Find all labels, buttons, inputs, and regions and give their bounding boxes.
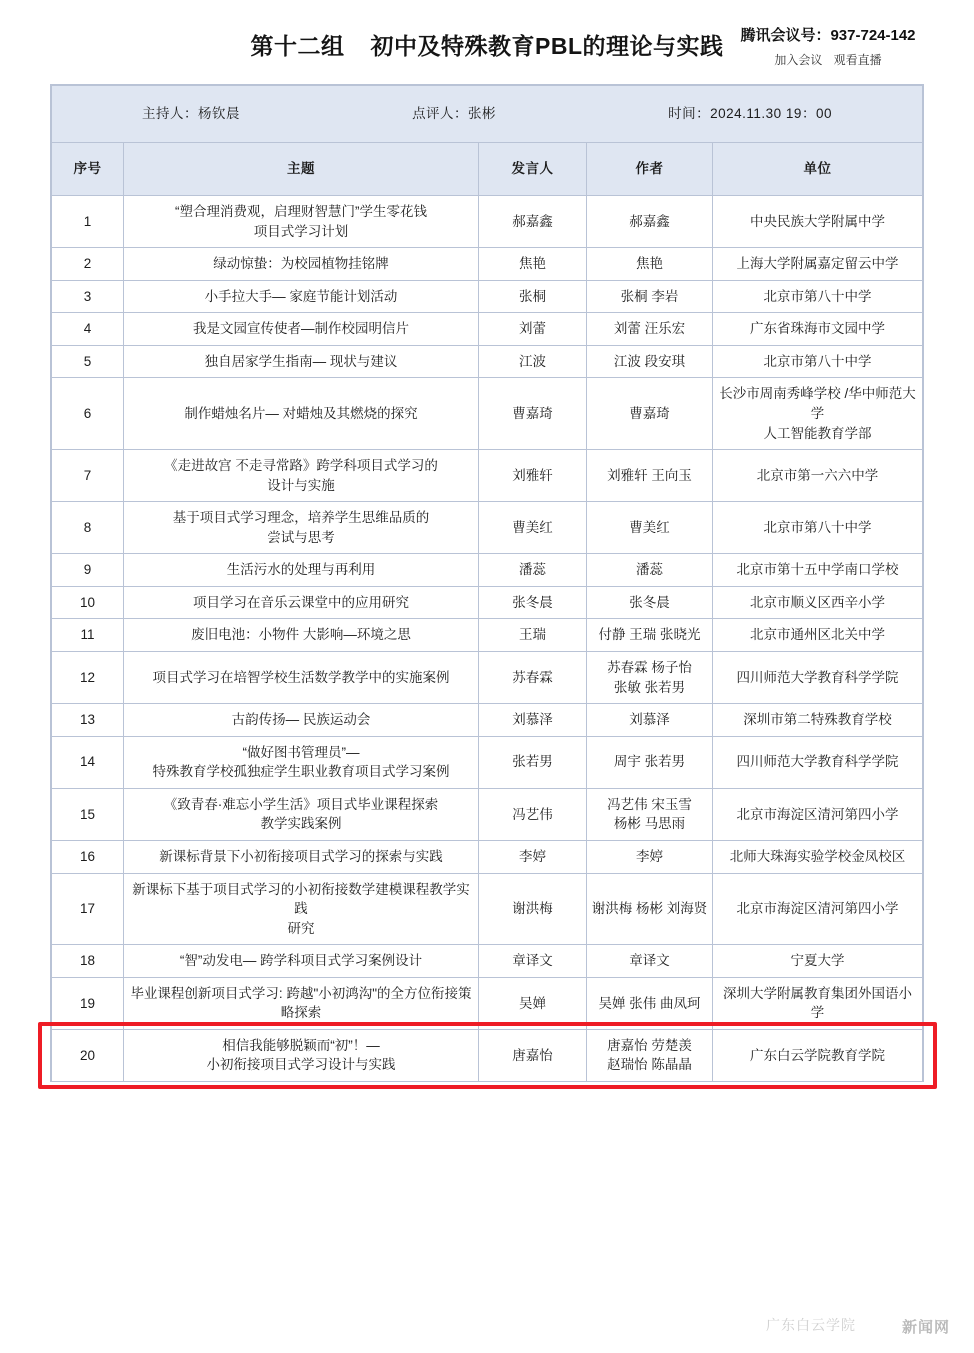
cell-author bbox=[586, 1029, 712, 1081]
cell-topic-line1: 项目学习在音乐云课堂中的应用研究 bbox=[192, 594, 409, 610]
table-row bbox=[52, 873, 923, 945]
session-info-cell bbox=[52, 86, 923, 143]
cell-topic bbox=[124, 945, 479, 978]
column-header-topic: 主题 bbox=[124, 143, 479, 196]
cell-topic-line1: 废旧电池：小物件 大影响—环境之思 bbox=[191, 627, 411, 643]
cell-topic-line1: 基于项目式学习理念，培养学生思维品质的 bbox=[172, 510, 430, 526]
cell-org bbox=[712, 313, 922, 346]
column-header-no: 序号 bbox=[52, 143, 124, 196]
cell-speaker bbox=[478, 248, 586, 281]
cell-author bbox=[586, 945, 712, 978]
cell-author-line1: 谢洪梅 杨彬 刘海贤 bbox=[591, 901, 708, 917]
cell-speaker-line1: 李婷 bbox=[518, 848, 546, 864]
cell-speaker bbox=[478, 586, 586, 619]
cell-org-line1: 宁夏大学 bbox=[790, 953, 845, 969]
cell-speaker bbox=[478, 345, 586, 378]
column-header-speaker: 发言人 bbox=[478, 143, 586, 196]
cell-topic-line1: 制作蜡烛名片— 对蜡烛及其燃烧的探究 bbox=[184, 405, 418, 421]
cell-org bbox=[712, 652, 922, 704]
time-label: 时间：2024.11.30 19：00 bbox=[668, 106, 832, 122]
cell-author bbox=[586, 736, 712, 788]
cell-author-line1: 张冬晨 bbox=[629, 594, 670, 610]
cell-speaker-line1: 焦艳 bbox=[518, 256, 546, 272]
cell-org bbox=[712, 502, 922, 554]
cell-org-line1: 北京市第八十中学 bbox=[763, 353, 872, 369]
cell-no bbox=[52, 619, 124, 652]
cell-author-line1: 曹嘉琦 bbox=[629, 405, 670, 421]
cell-no bbox=[52, 652, 124, 704]
cell-no-line1: 16 bbox=[79, 848, 96, 864]
table-row bbox=[52, 280, 923, 313]
cell-speaker bbox=[478, 788, 586, 840]
cell-author-line1: 苏春霖 杨子怡 bbox=[607, 660, 692, 675]
cell-no bbox=[52, 248, 124, 281]
cell-org bbox=[712, 704, 922, 737]
meeting-info bbox=[718, 24, 938, 68]
cell-speaker bbox=[478, 378, 586, 450]
cell-org bbox=[712, 345, 922, 378]
cell-topic-line1: 《走进故宫 不走寻常路》跨学科项目式学习的 bbox=[164, 458, 438, 474]
cell-speaker-line1: 冯艺伟 bbox=[512, 806, 553, 822]
table-row bbox=[52, 378, 923, 450]
table-body bbox=[52, 196, 923, 1082]
cell-speaker-line1: 王瑞 bbox=[518, 627, 546, 643]
table-row bbox=[52, 586, 923, 619]
table-row bbox=[52, 450, 923, 502]
cell-no-line1: 18 bbox=[79, 953, 96, 969]
cell-topic bbox=[124, 788, 479, 840]
cell-author-line1: 刘慕泽 bbox=[629, 712, 670, 728]
cell-author bbox=[586, 248, 712, 281]
cell-topic bbox=[124, 280, 479, 313]
cell-topic-line2: 项目式学习计划 bbox=[253, 223, 349, 239]
cell-topic-line1: “塑合理消费观，启理财智慧门”学生零花钱 bbox=[174, 204, 427, 219]
column-header-author: 作者 bbox=[586, 143, 712, 196]
cell-speaker-line1: 章译文 bbox=[512, 953, 553, 969]
cell-no-line1: 14 bbox=[79, 754, 96, 770]
cell-author bbox=[586, 280, 712, 313]
cell-author bbox=[586, 873, 712, 945]
cell-author-line1: 张桐 李岩 bbox=[620, 288, 679, 304]
cell-topic bbox=[124, 378, 479, 450]
cell-author-line1: 付静 王瑞 张晓光 bbox=[598, 627, 701, 643]
watermark-right: 新闻网 bbox=[901, 1319, 950, 1336]
cell-no bbox=[52, 945, 124, 978]
cell-topic-line1: 古韵传扬— 民族运动会 bbox=[231, 712, 371, 728]
cell-speaker-line1: 张冬晨 bbox=[512, 594, 553, 610]
cell-org bbox=[712, 977, 922, 1029]
watermark-left: 广东白云学院 bbox=[766, 1317, 856, 1333]
cell-topic bbox=[124, 977, 479, 1029]
table-row bbox=[52, 619, 923, 652]
cell-author-line1: 江波 段安琪 bbox=[613, 353, 686, 369]
cell-org-line1: 北京市顺义区西辛小学 bbox=[749, 594, 885, 610]
cell-speaker bbox=[478, 873, 586, 945]
cell-topic-line1: “智”动发电— 跨学科项目式学习案例设计 bbox=[179, 953, 423, 969]
cell-org bbox=[712, 196, 922, 248]
cell-author-line2: 杨彬 马思雨 bbox=[613, 816, 686, 832]
cell-no-line1: 7 bbox=[83, 467, 92, 483]
cell-speaker-line1: 曹美红 bbox=[512, 519, 553, 535]
cell-topic-line2: 小初衔接项目式学习设计与实践 bbox=[206, 1057, 396, 1073]
join-meeting-link[interactable]: 加入会议 bbox=[774, 53, 823, 67]
cell-speaker bbox=[478, 554, 586, 587]
cell-speaker-line1: 谢洪梅 bbox=[512, 901, 553, 917]
cell-no-line1: 5 bbox=[83, 353, 92, 369]
table-row bbox=[52, 502, 923, 554]
cell-no-line1: 17 bbox=[79, 901, 96, 917]
cell-topic-line1: 我是文园宣传使者—制作校园明信片 bbox=[192, 321, 409, 337]
cell-org-line1: 北京市第一六六中学 bbox=[756, 467, 879, 483]
cell-topic-line1: 生活污水的处理与再利用 bbox=[226, 562, 376, 578]
cell-author-line2: 赵瑞怡 陈晶晶 bbox=[607, 1057, 692, 1073]
cell-org bbox=[712, 619, 922, 652]
table-row bbox=[52, 788, 923, 840]
cell-org-line1: 四川师范大学教育科学学院 bbox=[736, 669, 899, 685]
cell-org-line1: 北京市第八十中学 bbox=[763, 288, 872, 304]
column-header-org: 单位 bbox=[712, 143, 922, 196]
cell-topic bbox=[124, 248, 479, 281]
cell-topic bbox=[124, 450, 479, 502]
cell-author bbox=[586, 450, 712, 502]
cell-org-line1: 广东白云学院教育学院 bbox=[749, 1047, 885, 1063]
cell-speaker bbox=[478, 945, 586, 978]
cell-no bbox=[52, 502, 124, 554]
cell-no bbox=[52, 450, 124, 502]
document-header bbox=[0, 0, 974, 78]
cell-speaker bbox=[478, 196, 586, 248]
cell-speaker-line1: 唐嘉怡 bbox=[512, 1047, 553, 1063]
table-row bbox=[52, 652, 923, 704]
cell-author-line1: 周宇 张若男 bbox=[613, 754, 686, 770]
cell-speaker-line1: 江波 bbox=[518, 353, 546, 369]
table-header-row bbox=[52, 143, 923, 196]
cell-speaker-line1: 郝嘉鑫 bbox=[512, 213, 553, 229]
title-text: 初中及特殊教育PBL的理论与实践 bbox=[370, 33, 724, 59]
cell-no-line1: 4 bbox=[83, 321, 92, 337]
cell-author bbox=[586, 586, 712, 619]
cell-no-line1: 19 bbox=[79, 995, 96, 1011]
cell-speaker-line1: 曹嘉琦 bbox=[512, 405, 553, 421]
cell-no bbox=[52, 313, 124, 346]
cell-org bbox=[712, 1029, 922, 1081]
meeting-actions bbox=[718, 51, 938, 68]
cell-topic-line2: 特殊教育学校孤独症学生职业教育项目式学习案例 bbox=[152, 764, 450, 780]
cell-topic-line2: 教学实践案例 bbox=[260, 816, 342, 832]
cell-no bbox=[52, 704, 124, 737]
cell-no-line1: 12 bbox=[79, 669, 96, 685]
cell-no bbox=[52, 345, 124, 378]
cell-org-line1: 上海大学附属嘉定留云中学 bbox=[736, 256, 899, 272]
cell-speaker-line1: 张桐 bbox=[518, 288, 546, 304]
cell-no-line1: 1 bbox=[83, 213, 92, 229]
cell-speaker bbox=[478, 450, 586, 502]
cell-topic bbox=[124, 873, 479, 945]
cell-speaker-line1: 苏春霖 bbox=[512, 669, 553, 685]
cell-topic bbox=[124, 345, 479, 378]
cell-topic-line2: 研究 bbox=[287, 920, 315, 936]
cell-topic-line2: 设计与实施 bbox=[267, 477, 335, 493]
cell-topic-line1: 新课标背景下小初衔接项目式学习的探索与实践 bbox=[159, 848, 443, 864]
table-row bbox=[52, 554, 923, 587]
group-label: 第十二组 bbox=[250, 33, 345, 59]
cell-author bbox=[586, 977, 712, 1029]
cell-org bbox=[712, 840, 922, 873]
cell-speaker bbox=[478, 840, 586, 873]
cell-org-line1: 北京市通州区北关中学 bbox=[749, 627, 885, 643]
cell-author bbox=[586, 345, 712, 378]
cell-org bbox=[712, 248, 922, 281]
cell-speaker bbox=[478, 313, 586, 346]
cell-speaker bbox=[478, 704, 586, 737]
cell-topic bbox=[124, 586, 479, 619]
cell-no bbox=[52, 586, 124, 619]
cell-author bbox=[586, 619, 712, 652]
cell-topic-line1: 毕业课程创新项目式学习: 跨越"小初鸿沟"的全方位衔接策 bbox=[130, 985, 472, 1001]
cell-no-line1: 15 bbox=[79, 806, 96, 822]
cell-speaker-line1: 吴婵 bbox=[518, 995, 546, 1011]
session-info-row bbox=[52, 86, 923, 143]
cell-org-line1: 四川师范大学教育科学学院 bbox=[736, 754, 899, 770]
cell-no-line1: 13 bbox=[79, 712, 96, 728]
meeting-id: 腾讯会议号：937-724-142 bbox=[740, 27, 916, 44]
table-row bbox=[52, 248, 923, 281]
cell-speaker bbox=[478, 280, 586, 313]
cell-org-line1: 北师大珠海实验学校金凤校区 bbox=[729, 848, 906, 864]
cell-author-line1: 李婷 bbox=[635, 848, 663, 864]
cell-no-line1: 6 bbox=[83, 405, 92, 421]
cell-author-line2: 张敏 张若男 bbox=[613, 679, 686, 695]
cell-topic bbox=[124, 502, 479, 554]
cell-no-line1: 2 bbox=[83, 256, 92, 272]
cell-no-line1: 8 bbox=[83, 519, 92, 535]
table-row bbox=[52, 736, 923, 788]
cell-topic bbox=[124, 840, 479, 873]
commentator-label: 点评人：张彬 bbox=[412, 106, 497, 122]
cell-author bbox=[586, 554, 712, 587]
cell-speaker bbox=[478, 977, 586, 1029]
cell-no bbox=[52, 196, 124, 248]
cell-org bbox=[712, 788, 922, 840]
table-row bbox=[52, 945, 923, 978]
cell-org bbox=[712, 873, 922, 945]
cell-speaker bbox=[478, 652, 586, 704]
cell-speaker bbox=[478, 1029, 586, 1081]
cell-speaker bbox=[478, 502, 586, 554]
cell-author bbox=[586, 652, 712, 704]
cell-org-line1: 北京市海淀区清河第四小学 bbox=[736, 806, 899, 822]
cell-org bbox=[712, 586, 922, 619]
table-row bbox=[52, 840, 923, 873]
cell-no-line1: 11 bbox=[80, 627, 95, 643]
cell-author-line1: 潘蕊 bbox=[635, 562, 663, 578]
cell-author-line1: 刘蕾 汪乐宏 bbox=[613, 321, 686, 337]
cell-org-line1: 北京市海淀区清河第四小学 bbox=[736, 901, 899, 917]
cell-topic bbox=[124, 736, 479, 788]
table-row bbox=[52, 345, 923, 378]
cell-author-line1: 郝嘉鑫 bbox=[629, 213, 670, 229]
cell-no bbox=[52, 736, 124, 788]
cell-topic-line1: 绿动惊蛰：为校园植物挂铭牌 bbox=[213, 256, 389, 272]
cell-org bbox=[712, 736, 922, 788]
cell-topic bbox=[124, 554, 479, 587]
cell-topic-line2: 尝试与思考 bbox=[267, 529, 335, 545]
cell-no-line1: 3 bbox=[83, 288, 92, 304]
cell-author-line1: 曹美红 bbox=[629, 519, 670, 535]
cell-topic bbox=[124, 619, 479, 652]
cell-topic-line1: 项目式学习在培智学校生活数学教学中的实施案例 bbox=[152, 669, 450, 685]
cell-author bbox=[586, 313, 712, 346]
watch-live-link[interactable]: 观看直播 bbox=[833, 53, 882, 67]
cell-topic bbox=[124, 704, 479, 737]
cell-author-line1: 章译文 bbox=[629, 953, 670, 969]
cell-speaker-line1: 潘蕊 bbox=[518, 562, 546, 578]
cell-topic bbox=[124, 652, 479, 704]
cell-org-line1: 广东省珠海市文园中学 bbox=[749, 321, 885, 337]
cell-org-line1: 北京市第十五中学南口学校 bbox=[736, 562, 899, 578]
cell-author bbox=[586, 502, 712, 554]
table-row bbox=[52, 977, 923, 1029]
cell-topic-line2: 略探索 bbox=[280, 1005, 322, 1021]
cell-author bbox=[586, 840, 712, 873]
cell-topic-line1: 相信我能够脱颖而“初”！— bbox=[222, 1037, 380, 1053]
cell-no bbox=[52, 873, 124, 945]
cell-author-line1: 焦艳 bbox=[635, 256, 663, 272]
cell-topic bbox=[124, 313, 479, 346]
cell-speaker-line1: 张若男 bbox=[512, 754, 553, 770]
cell-no bbox=[52, 554, 124, 587]
cell-speaker-line1: 刘慕泽 bbox=[512, 712, 553, 728]
cell-org-line1: 中央民族大学附属中学 bbox=[749, 213, 885, 229]
cell-topic-line1: 小手拉大手— 家庭节能计划活动 bbox=[204, 288, 398, 304]
cell-topic bbox=[124, 196, 479, 248]
cell-author bbox=[586, 378, 712, 450]
table-row bbox=[52, 1029, 923, 1081]
cell-author-line1: 冯艺伟 宋玉雪 bbox=[607, 796, 692, 812]
cell-org-line1: 深圳大学附属教育集团外国语小学 bbox=[722, 985, 912, 1021]
cell-speaker-line1: 刘雅轩 bbox=[512, 467, 553, 483]
cell-org bbox=[712, 280, 922, 313]
cell-org-line1: 深圳市第二特殊教育学校 bbox=[743, 712, 892, 728]
cell-author-line1: 吴婵 张伟 曲凤珂 bbox=[598, 995, 701, 1011]
cell-speaker-line1: 刘蕾 bbox=[518, 321, 546, 337]
cell-topic-line1: 独自居家学生指南— 现状与建议 bbox=[204, 353, 398, 369]
schedule-table-wrapper bbox=[50, 84, 924, 1082]
cell-no-line1: 9 bbox=[83, 562, 92, 578]
table-row bbox=[52, 196, 923, 248]
cell-org-line1: 北京市第八十中学 bbox=[763, 519, 872, 535]
cell-org bbox=[712, 450, 922, 502]
cell-author-line1: 刘雅轩 王向玉 bbox=[607, 467, 692, 483]
cell-topic bbox=[124, 1029, 479, 1081]
cell-no bbox=[52, 1029, 124, 1081]
cell-org-line2: 人工智能教育学部 bbox=[763, 425, 872, 441]
cell-no bbox=[52, 378, 124, 450]
cell-no-line1: 10 bbox=[79, 594, 96, 610]
cell-speaker bbox=[478, 736, 586, 788]
cell-topic-line1: “做好图书管理员”— bbox=[242, 744, 360, 760]
cell-speaker bbox=[478, 619, 586, 652]
table-row bbox=[52, 313, 923, 346]
cell-org bbox=[712, 378, 922, 450]
cell-author bbox=[586, 196, 712, 248]
cell-org bbox=[712, 554, 922, 587]
cell-org-line1: 长沙市周南秀峰学校 /华中师范大学 bbox=[719, 386, 916, 421]
cell-no bbox=[52, 788, 124, 840]
cell-no bbox=[52, 280, 124, 313]
schedule-table bbox=[51, 85, 923, 1082]
cell-no-line1: 20 bbox=[79, 1047, 96, 1063]
cell-no bbox=[52, 840, 124, 873]
cell-topic-line1: 《致青春·难忘小学生活》项目式毕业课程探索 bbox=[163, 796, 439, 812]
cell-author bbox=[586, 704, 712, 737]
cell-author bbox=[586, 788, 712, 840]
cell-org bbox=[712, 945, 922, 978]
host-label: 主持人：杨钦晨 bbox=[142, 106, 241, 122]
cell-topic-line1: 新课标下基于项目式学习的小初衔接数学建模课程教学实践 bbox=[132, 881, 470, 917]
cell-no bbox=[52, 977, 124, 1029]
cell-author-line1: 唐嘉怡 劳楚羡 bbox=[607, 1037, 692, 1053]
table-row bbox=[52, 704, 923, 737]
